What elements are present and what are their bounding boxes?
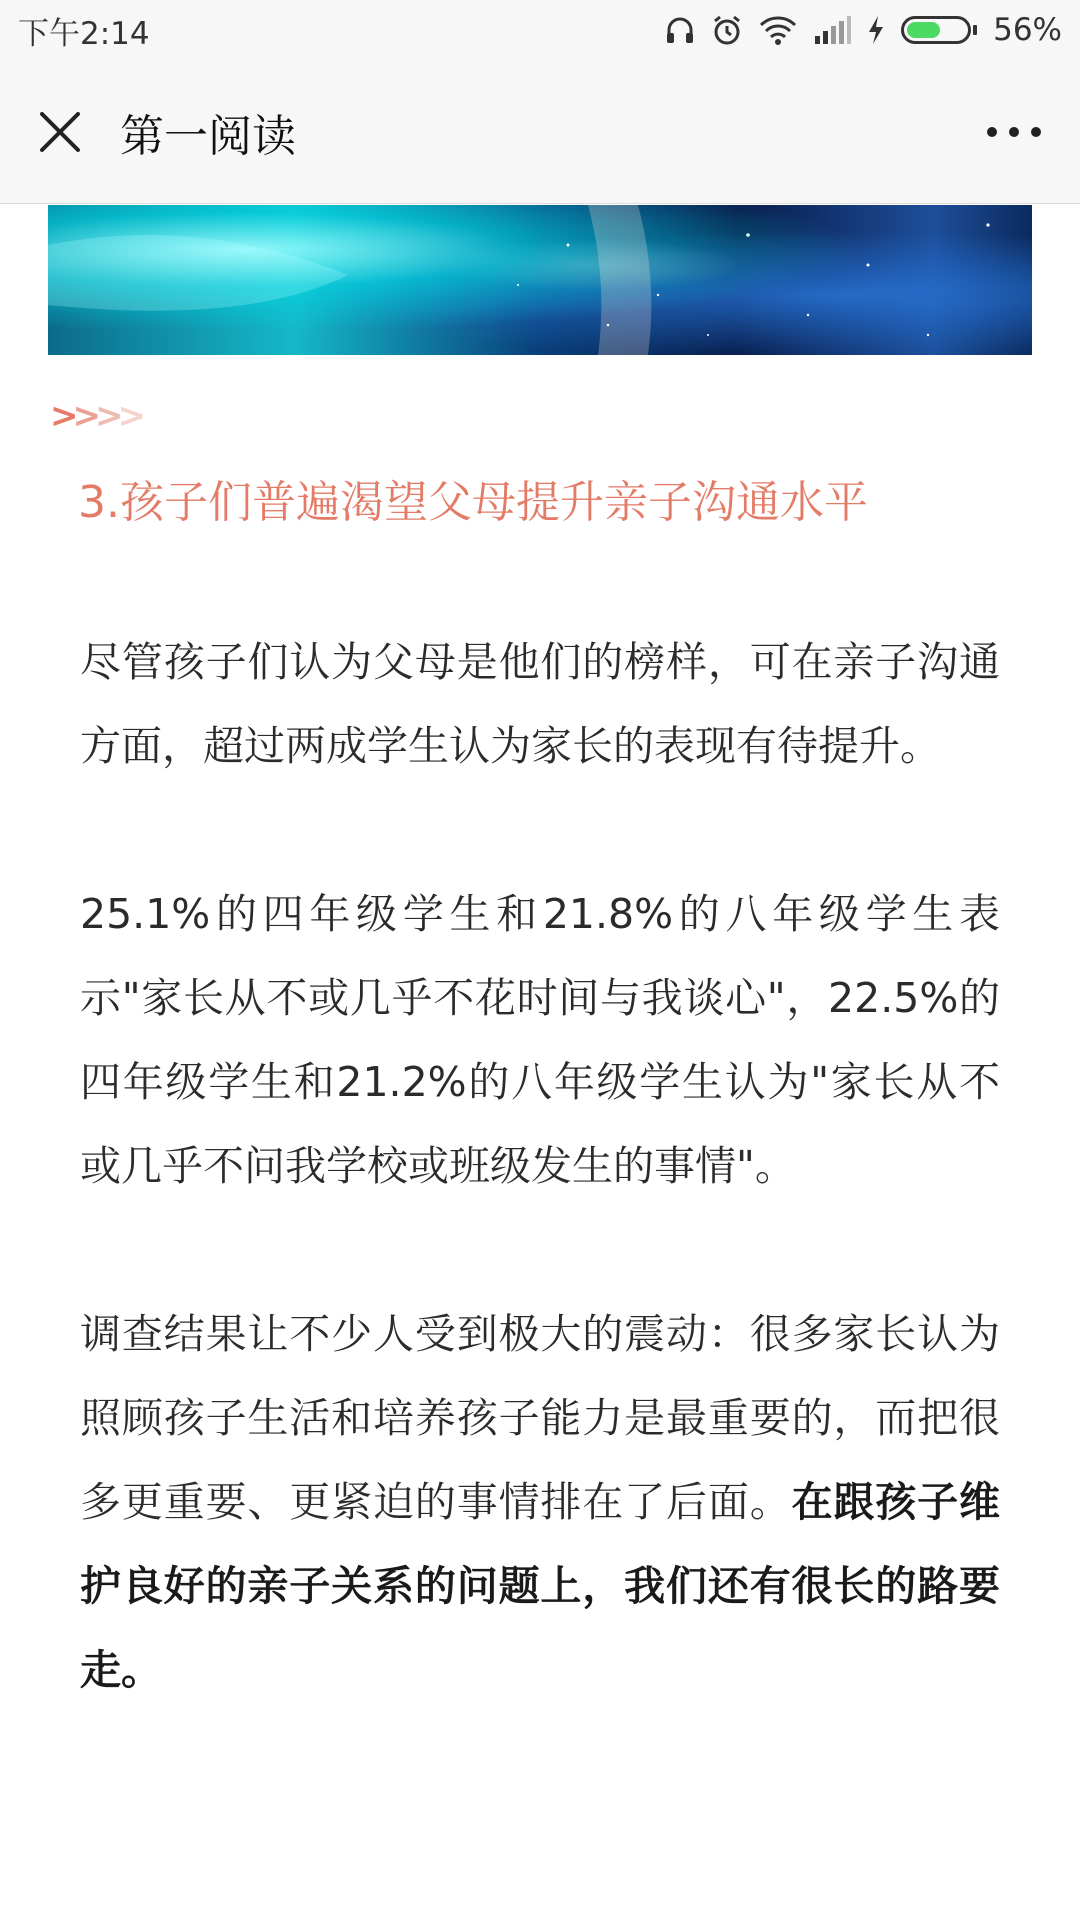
battery-level <box>907 22 939 38</box>
status-bar <box>0 0 1080 60</box>
headphones-icon <box>665 15 695 45</box>
status-time: 下午2:14 <box>18 15 150 52</box>
paragraph-3-normal: 调查结果让不少人受到极大的震动：很多家长认为照顾孩子生活和培养孩子能力是最重要的，而把很多更重要、更紧迫的事情排在了后面。 <box>80 1310 1000 1526</box>
status-icons <box>665 12 1062 48</box>
paragraph-1: 尽管孩子们认为父母是他们的榜样，可在亲子沟通方面，超过两成学生认为家长的表现有待提升。 <box>80 638 1000 770</box>
charging-icon <box>867 15 885 45</box>
paragraph-3-bold: 在跟孩子维护良好的亲子关系的问题上，我们还有很长的路要走。 <box>80 1478 1001 1694</box>
battery-percent: 56% <box>993 12 1062 48</box>
signal-icon <box>813 16 851 44</box>
nav-bar <box>0 60 1080 204</box>
article-body <box>80 620 1000 1712</box>
article-banner-image <box>48 205 1032 355</box>
page-title: 第一阅读 <box>120 110 296 162</box>
star-field <box>48 205 1032 355</box>
paragraph-2: 25.1%的四年级学生和21.8%的八年级学生表示"家长从不或几乎不花时间与我谈心"，22.5%的四年级学生和21.2%的八年级学生认为"家长从不或几乎不问我学校或班级发生的事情"。 <box>80 890 1000 1190</box>
alarm-icon <box>711 14 743 46</box>
paragraph-3 <box>80 1292 1000 1712</box>
section-marker: >>>> <box>50 396 140 436</box>
section-title: 3.孩子们普遍渴望父母提升亲子沟通水平 <box>78 477 868 528</box>
more-icon[interactable] <box>984 120 1044 144</box>
battery-icon <box>901 16 977 44</box>
close-icon[interactable] <box>36 108 84 156</box>
wifi-icon <box>759 15 797 45</box>
